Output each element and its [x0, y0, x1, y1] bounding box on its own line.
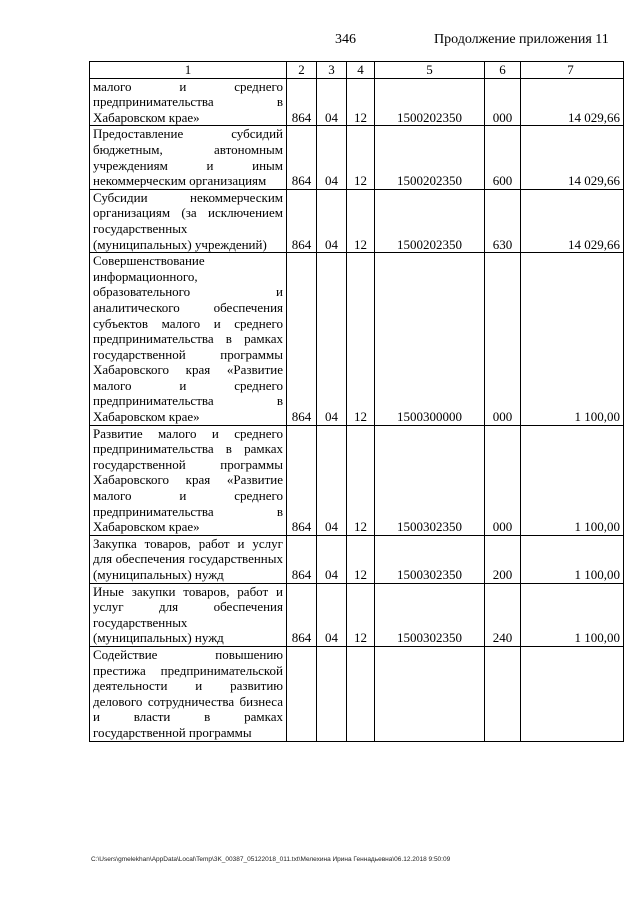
expense-type-cell: 200 [485, 535, 521, 583]
subsection-cell: 12 [347, 189, 375, 252]
table-row [90, 253, 624, 426]
table-row [90, 646, 624, 741]
column-header: 2 [287, 62, 317, 79]
column-header: 7 [521, 62, 624, 79]
amount-cell: 1 100,00 [521, 535, 624, 583]
target-article-cell [375, 646, 485, 741]
section-cell: 04 [317, 535, 347, 583]
column-header: 6 [485, 62, 521, 79]
subsection-cell: 12 [347, 253, 375, 426]
row-name-cell: Развитие малого и среднего предпринимательства в рамках государственной программы Хабаровского края «Развитие малого и среднего предпринимательства в Хабаровском крае» [90, 425, 287, 535]
table-row [90, 583, 624, 646]
section-cell: 04 [317, 126, 347, 189]
ministry-code-cell: 864 [287, 425, 317, 535]
ministry-code-cell: 864 [287, 253, 317, 426]
file-path-footer: C:\Users\gmelekhan\AppData\Local\Temp\3K_00387_05122018_011.txt\Мелехина Ирина Геннадьевна\06.12.2018 9:50:09 [91, 856, 451, 863]
column-header: 1 [90, 62, 287, 79]
section-cell: 04 [317, 425, 347, 535]
row-name-cell: Иные закупки товаров, работ и услуг для обеспечения государственных (муниципальных) нужд [90, 583, 287, 646]
page-header-title: Продолжение приложения 11 [434, 32, 609, 47]
subsection-cell: 12 [347, 126, 375, 189]
table-row [90, 78, 624, 126]
expense-type-cell [485, 646, 521, 741]
subsection-cell: 12 [347, 425, 375, 535]
table-header-row [90, 62, 624, 79]
target-article-cell: 1500202350 [375, 78, 485, 126]
target-article-cell: 1500202350 [375, 126, 485, 189]
subsection-cell [347, 646, 375, 741]
column-header: 5 [375, 62, 485, 79]
budget-table [89, 61, 624, 742]
expense-type-cell: 600 [485, 126, 521, 189]
amount-cell: 14 029,66 [521, 126, 624, 189]
row-name-cell: Совершенствование информационного, образовательного и аналитического обеспечения субъектов малого и среднего предпринимательства в рамках государственной программы Хабаровского края «Развитие малого и среднего предпринимательства в Хабаровском крае» [90, 253, 287, 426]
row-name-cell: малого и среднего предпринимательства в Хабаровском крае» [90, 78, 287, 126]
amount-cell: 1 100,00 [521, 253, 624, 426]
amount-cell: 1 100,00 [521, 583, 624, 646]
subsection-cell: 12 [347, 78, 375, 126]
amount-cell: 1 100,00 [521, 425, 624, 535]
section-cell: 04 [317, 583, 347, 646]
expense-type-cell: 000 [485, 425, 521, 535]
expense-type-cell: 000 [485, 253, 521, 426]
table-row [90, 126, 624, 189]
table-row [90, 425, 624, 535]
subsection-cell: 12 [347, 583, 375, 646]
ministry-code-cell: 864 [287, 189, 317, 252]
table-row [90, 535, 624, 583]
ministry-code-cell: 864 [287, 78, 317, 126]
column-header: 4 [347, 62, 375, 79]
section-cell: 04 [317, 78, 347, 126]
ministry-code-cell: 864 [287, 126, 317, 189]
row-name-cell: Закупка товаров, работ и услуг для обеспечения государственных (муниципальных) нужд [90, 535, 287, 583]
row-name-cell: Субсидии некоммерческим организациям (за исключением государственных (муниципальных) учреждений) [90, 189, 287, 252]
target-article-cell: 1500302350 [375, 535, 485, 583]
amount-cell: 14 029,66 [521, 189, 624, 252]
section-cell: 04 [317, 253, 347, 426]
amount-cell [521, 646, 624, 741]
ministry-code-cell: 864 [287, 535, 317, 583]
page-number: 346 [335, 32, 356, 47]
section-cell: 04 [317, 189, 347, 252]
target-article-cell: 1500302350 [375, 425, 485, 535]
amount-cell: 14 029,66 [521, 78, 624, 126]
expense-type-cell: 630 [485, 189, 521, 252]
column-header: 3 [317, 62, 347, 79]
target-article-cell: 1500300000 [375, 253, 485, 426]
subsection-cell: 12 [347, 535, 375, 583]
expense-type-cell: 000 [485, 78, 521, 126]
target-article-cell: 1500202350 [375, 189, 485, 252]
row-name-cell: Предоставление субсидий бюджетным, автономным учреждениям и иным некоммерческим организациям [90, 126, 287, 189]
row-name-cell: Содействие повышению престижа предпринимательской деятельности и развитию делового сотрудничества бизнеса и власти в рамках государственной программы [90, 646, 287, 741]
ministry-code-cell [287, 646, 317, 741]
table-row [90, 189, 624, 252]
expense-type-cell: 240 [485, 583, 521, 646]
ministry-code-cell: 864 [287, 583, 317, 646]
section-cell [317, 646, 347, 741]
target-article-cell: 1500302350 [375, 583, 485, 646]
